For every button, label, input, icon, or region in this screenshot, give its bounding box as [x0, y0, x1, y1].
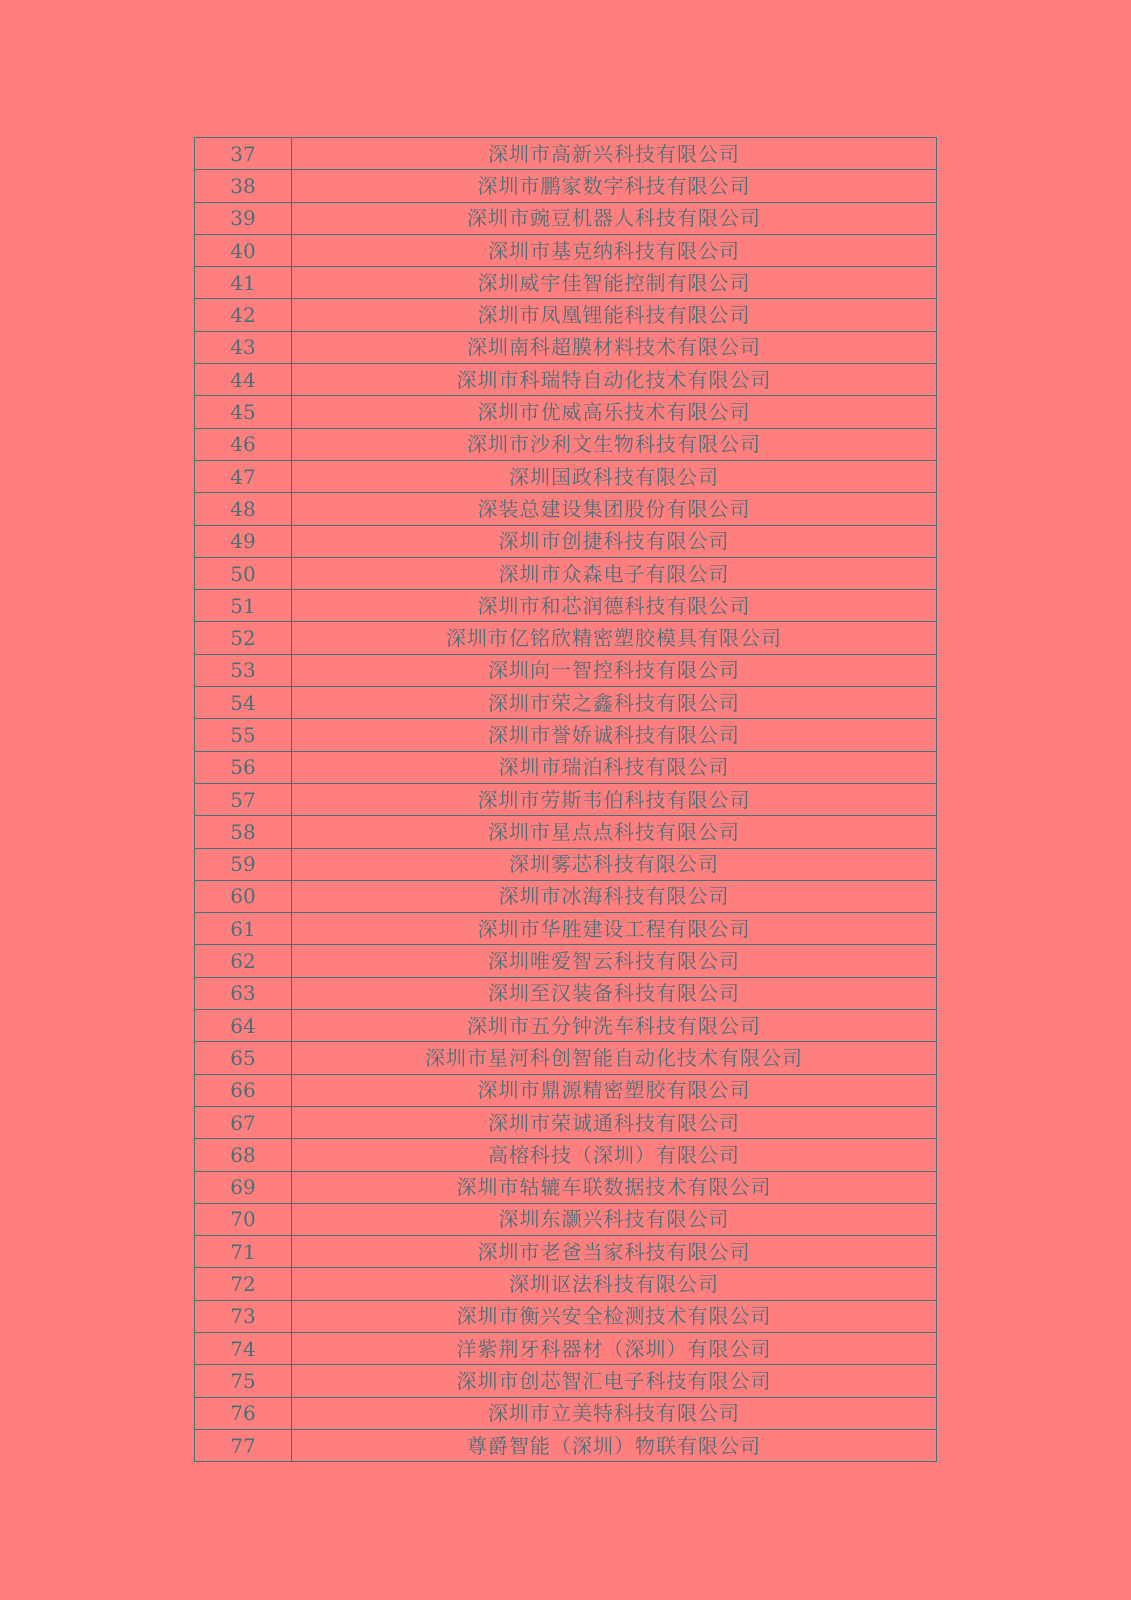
table-row [195, 622, 937, 654]
table-row [195, 1171, 937, 1203]
table-row [195, 783, 937, 815]
company-name: 深圳市冰海科技有限公司 [292, 880, 937, 912]
company-name: 深圳国政科技有限公司 [292, 460, 937, 492]
row-number: 60 [195, 880, 292, 912]
table-row [195, 945, 937, 977]
company-name: 深圳市豌豆机器人科技有限公司 [292, 202, 937, 234]
row-number: 69 [195, 1171, 292, 1203]
company-name: 深圳唯爱智云科技有限公司 [292, 945, 937, 977]
table-row [195, 1397, 937, 1429]
row-number: 42 [195, 299, 292, 331]
row-number: 64 [195, 1010, 292, 1042]
company-list-table [194, 137, 937, 1462]
row-number: 49 [195, 525, 292, 557]
table-row [195, 396, 937, 428]
company-name: 深圳市劳斯韦伯科技有限公司 [292, 783, 937, 815]
table-row [195, 1365, 937, 1397]
table-row [195, 687, 937, 719]
company-name: 深圳向一智控科技有限公司 [292, 654, 937, 686]
company-name: 深圳市亿铭欣精密塑胶模具有限公司 [292, 622, 937, 654]
row-number: 39 [195, 202, 292, 234]
company-name: 深圳市鼎源精密塑胶有限公司 [292, 1074, 937, 1106]
table-row [195, 428, 937, 460]
table-row [195, 1106, 937, 1138]
company-name: 深圳市老爸当家科技有限公司 [292, 1236, 937, 1268]
row-number: 51 [195, 590, 292, 622]
row-number: 65 [195, 1042, 292, 1074]
row-number: 46 [195, 428, 292, 460]
company-name: 深圳市凤凰锂能科技有限公司 [292, 299, 937, 331]
table-row [195, 364, 937, 396]
company-name: 深圳市创芯智汇电子科技有限公司 [292, 1365, 937, 1397]
row-number: 56 [195, 751, 292, 783]
table-row [195, 1268, 937, 1300]
row-number: 38 [195, 170, 292, 202]
row-number: 59 [195, 848, 292, 880]
table-row [195, 170, 937, 202]
table-row [195, 1203, 937, 1235]
row-number: 76 [195, 1397, 292, 1429]
company-name: 深圳南科超膜材料技术有限公司 [292, 331, 937, 363]
row-number: 45 [195, 396, 292, 428]
company-name: 深圳市和芯润德科技有限公司 [292, 590, 937, 622]
table-row [195, 1332, 937, 1364]
row-number: 54 [195, 687, 292, 719]
row-number: 61 [195, 913, 292, 945]
table-row [195, 493, 937, 525]
company-name: 高榕科技（深圳）有限公司 [292, 1139, 937, 1171]
company-name: 深圳市衡兴安全检测技术有限公司 [292, 1300, 937, 1332]
table-row [195, 234, 937, 266]
row-number: 41 [195, 267, 292, 299]
table-row [195, 977, 937, 1009]
company-name: 尊爵智能（深圳）物联有限公司 [292, 1429, 937, 1461]
company-name: 深圳市轱辘车联数据技术有限公司 [292, 1171, 937, 1203]
table-body [195, 138, 937, 1462]
table-row [195, 1429, 937, 1461]
company-name: 深圳市创捷科技有限公司 [292, 525, 937, 557]
company-name: 深圳市荣诚通科技有限公司 [292, 1106, 937, 1138]
row-number: 48 [195, 493, 292, 525]
table-row [195, 751, 937, 783]
company-name: 深圳市基克纳科技有限公司 [292, 234, 937, 266]
table-row [195, 880, 937, 912]
row-number: 50 [195, 557, 292, 589]
company-name: 深圳市众森电子有限公司 [292, 557, 937, 589]
table-row [195, 1042, 937, 1074]
table-row [195, 331, 937, 363]
row-number: 72 [195, 1268, 292, 1300]
company-name: 深圳市荣之鑫科技有限公司 [292, 687, 937, 719]
row-number: 70 [195, 1203, 292, 1235]
row-number: 68 [195, 1139, 292, 1171]
table-row [195, 1074, 937, 1106]
company-name: 深圳市星点点科技有限公司 [292, 816, 937, 848]
table-row [195, 1010, 937, 1042]
row-number: 55 [195, 719, 292, 751]
row-number: 63 [195, 977, 292, 1009]
row-number: 57 [195, 783, 292, 815]
row-number: 62 [195, 945, 292, 977]
table-row [195, 1139, 937, 1171]
table-row [195, 525, 937, 557]
company-name: 深装总建设集团股份有限公司 [292, 493, 937, 525]
row-number: 47 [195, 460, 292, 492]
row-number: 43 [195, 331, 292, 363]
company-name: 深圳市高新兴科技有限公司 [292, 138, 937, 170]
row-number: 53 [195, 654, 292, 686]
company-name: 深圳市华胜建设工程有限公司 [292, 913, 937, 945]
company-name: 深圳市星河科创智能自动化技术有限公司 [292, 1042, 937, 1074]
company-name: 深圳至汉装备科技有限公司 [292, 977, 937, 1009]
row-number: 44 [195, 364, 292, 396]
company-name: 深圳市瑞泊科技有限公司 [292, 751, 937, 783]
table-row [195, 816, 937, 848]
row-number: 67 [195, 1106, 292, 1138]
company-name: 深圳市五分钟洗车科技有限公司 [292, 1010, 937, 1042]
table-row [195, 654, 937, 686]
row-number: 52 [195, 622, 292, 654]
row-number: 66 [195, 1074, 292, 1106]
row-number: 73 [195, 1300, 292, 1332]
table-row [195, 557, 937, 589]
table-row [195, 719, 937, 751]
company-name: 深圳雾芯科技有限公司 [292, 848, 937, 880]
company-name: 深圳市鹏家数字科技有限公司 [292, 170, 937, 202]
company-name: 深圳市优威高乐技术有限公司 [292, 396, 937, 428]
row-number: 74 [195, 1332, 292, 1364]
company-name: 深圳讴法科技有限公司 [292, 1268, 937, 1300]
row-number: 37 [195, 138, 292, 170]
table-row [195, 460, 937, 492]
company-name: 深圳市沙利文生物科技有限公司 [292, 428, 937, 460]
table-row [195, 202, 937, 234]
table-row [195, 138, 937, 170]
row-number: 75 [195, 1365, 292, 1397]
company-name: 洋紫荆牙科器材（深圳）有限公司 [292, 1332, 937, 1364]
table-row [195, 267, 937, 299]
table-row [195, 848, 937, 880]
table-row [195, 1300, 937, 1332]
company-name: 深圳市立美特科技有限公司 [292, 1397, 937, 1429]
table-row [195, 1236, 937, 1268]
company-name: 深圳威宇佳智能控制有限公司 [292, 267, 937, 299]
table-row [195, 299, 937, 331]
company-name: 深圳市誉娇诚科技有限公司 [292, 719, 937, 751]
table-row [195, 913, 937, 945]
row-number: 40 [195, 234, 292, 266]
row-number: 77 [195, 1429, 292, 1461]
table-row [195, 590, 937, 622]
company-name: 深圳市科瑞特自动化技术有限公司 [292, 364, 937, 396]
company-name: 深圳东灏兴科技有限公司 [292, 1203, 937, 1235]
row-number: 58 [195, 816, 292, 848]
row-number: 71 [195, 1236, 292, 1268]
